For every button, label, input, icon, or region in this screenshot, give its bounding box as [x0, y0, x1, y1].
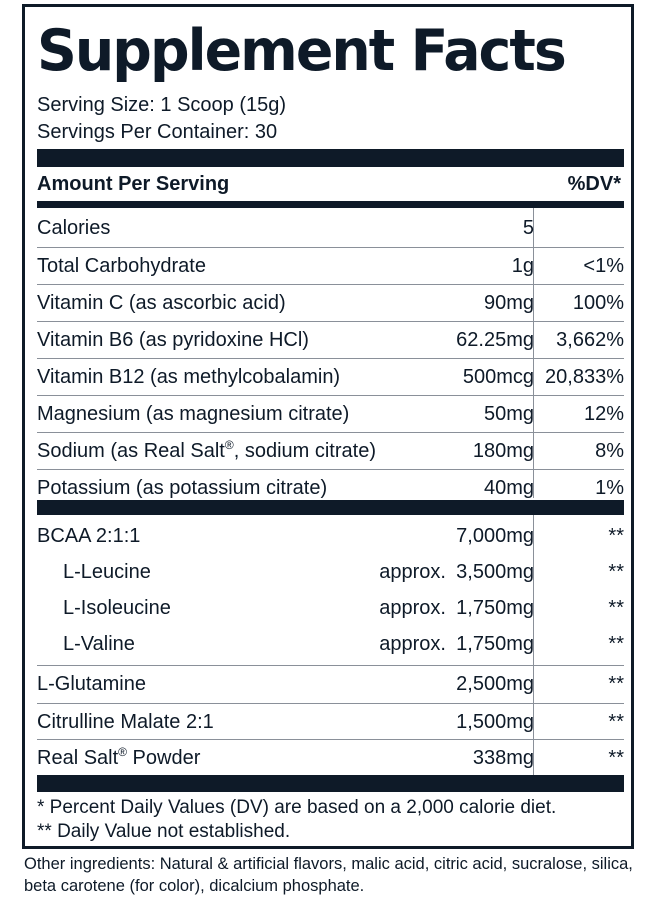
blend-dv: **	[608, 597, 624, 619]
nutrient-dv: 12%	[583, 403, 624, 425]
nutrient-name: Total Carbohydrate	[37, 255, 206, 277]
blend-dv: **	[608, 525, 624, 547]
nutrient-dv: 3,662%	[556, 329, 624, 351]
thick-divider-top	[37, 149, 624, 167]
nutrient-amount: 62.25mg	[456, 329, 534, 351]
blend-name: L-Isoleucine	[63, 597, 171, 619]
nutrient-dv: 100%	[572, 292, 624, 314]
nutrient-name: Sodium (as Real Salt®, sodium citrate)	[37, 438, 376, 462]
nutrient-amount: 40mg	[483, 477, 534, 499]
nutrient-name: Vitamin C (as ascorbic acid)	[37, 292, 286, 314]
not-established-footnote: ** Daily Value not established.	[37, 821, 291, 842]
nutrient-amount: 1g	[511, 255, 534, 277]
blend-dv: **	[608, 561, 624, 583]
registered-mark: ®	[118, 745, 127, 759]
blend-row	[37, 554, 624, 590]
nutrient-name: Potassium (as potassium citrate)	[37, 477, 328, 499]
dv-header: %DV*	[567, 173, 621, 195]
blend-row	[37, 626, 624, 662]
nutrient-name: Calories	[37, 217, 111, 239]
nutrient-row	[37, 433, 624, 469]
nutrient-amount: 50mg	[483, 403, 534, 425]
nutrient-amount: 90mg	[483, 292, 534, 314]
medium-divider	[37, 201, 624, 208]
supplement-facts-panel	[22, 4, 634, 849]
nutrient-amount: 180mg	[472, 440, 534, 462]
amount-per-serving-header: Amount Per Serving	[37, 173, 230, 195]
blend-amount: 1,750mg	[456, 597, 534, 619]
blend-row	[37, 740, 624, 776]
nutrient-dv: 8%	[595, 440, 624, 462]
nutrient-name: Magnesium (as magnesium citrate)	[37, 403, 350, 425]
other-ingredients: Other ingredients: Natural & artificial flavors, malic acid, citric acid, sucralose, silica, beta carotene (for color), dicalcium phosphate.	[24, 855, 633, 895]
nutrient-row	[37, 285, 624, 321]
blend-amount: 7,000mg	[456, 525, 534, 547]
servings-per-container: Servings Per Container: 30	[37, 121, 278, 143]
blend-dv: **	[608, 747, 624, 769]
blend-name: BCAA 2:1:1	[37, 525, 141, 547]
blend-dv: **	[608, 711, 624, 733]
serving-size: Serving Size: 1 Scoop (15g)	[37, 94, 287, 116]
blend-amount: 2,500mg	[456, 673, 534, 695]
nutrient-amount: 5	[522, 217, 534, 239]
nutrient-name: Vitamin B6 (as pyridoxine HCl)	[37, 329, 309, 351]
blend-name: L-Glutamine	[37, 673, 146, 695]
nutrient-dv: 1%	[595, 477, 624, 499]
blend-approx: approx.	[379, 633, 446, 655]
nutrient-row	[37, 322, 624, 358]
blend-name: Citrulline Malate 2:1	[37, 711, 214, 733]
nutrient-name: Vitamin B12 (as methylcobalamin)	[37, 366, 341, 388]
thick-divider-middle	[37, 500, 624, 515]
blend-row	[37, 590, 624, 626]
blend-row	[37, 704, 624, 740]
nutrient-row	[37, 210, 624, 246]
blend-approx: approx.	[379, 561, 446, 583]
blend-name: Real Salt® Powder	[37, 745, 201, 769]
dv-footnote: * Percent Daily Values (DV) are based on a 2,000 calorie diet.	[37, 797, 557, 818]
nutrient-row	[37, 248, 624, 284]
nutrient-amount: 500mcg	[462, 366, 534, 388]
registered-mark: ®	[224, 438, 234, 452]
blend-amount: 1,500mg	[456, 711, 534, 733]
blend-row	[37, 518, 624, 554]
nutrient-dv: <1%	[583, 255, 624, 277]
panel-title: Supplement Facts	[37, 18, 565, 84]
blend-dv: **	[608, 633, 624, 655]
blend-name: L-Valine	[63, 633, 135, 655]
blend-amount: 338mg	[472, 747, 534, 769]
blend-row	[37, 666, 624, 702]
blend-approx: approx.	[379, 597, 446, 619]
nutrient-dv: 20,833%	[545, 366, 624, 388]
thick-divider-bottom	[37, 775, 624, 792]
nutrient-row	[37, 359, 624, 395]
nutrient-row	[37, 396, 624, 432]
blend-dv: **	[608, 673, 624, 695]
blend-amount: 1,750mg	[456, 633, 534, 655]
blend-amount: 3,500mg	[456, 561, 534, 583]
blend-name: L-Leucine	[63, 561, 151, 583]
